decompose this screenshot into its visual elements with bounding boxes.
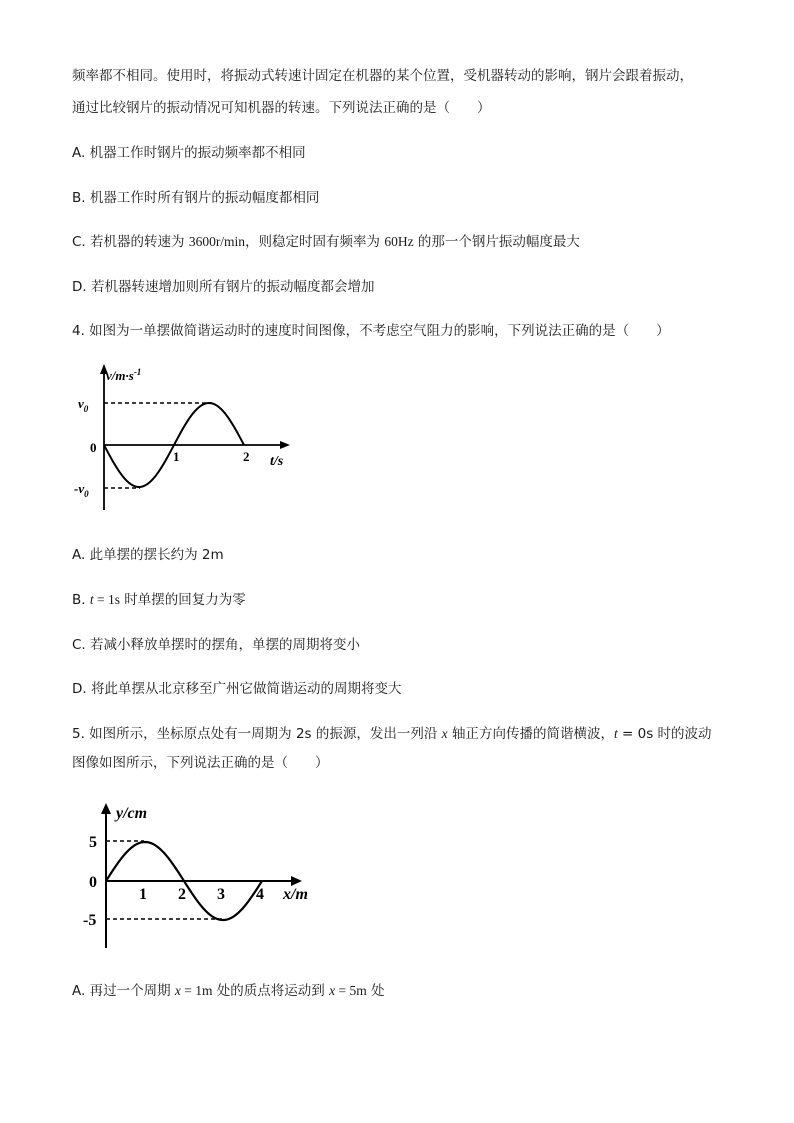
q5-tick-4: 4 bbox=[256, 886, 264, 903]
q5-y-axis-arrow bbox=[101, 803, 111, 814]
q4-option-b-t: t bbox=[89, 592, 94, 607]
q3-stem-line1: 频率都不相同。使用时，将振动式转速计固定在机器的某个位置，受机器转动的影响，钢片会跟着振动， bbox=[72, 68, 693, 84]
q3-option-c-suffix: 的那一个钢片振动幅度最大 bbox=[413, 234, 580, 250]
q4-x-axis-arrow bbox=[280, 441, 290, 449]
q4-option-b-suffix: 时单摆的回复力为零 bbox=[120, 592, 246, 608]
q4-ymin-label: $-v_0$ bbox=[74, 481, 89, 499]
q3-option-c-prefix: C. 若机器的转速为 bbox=[72, 234, 189, 250]
q5-stem-mid: 轴正方向传播的简谐横波， bbox=[447, 726, 614, 742]
q5-option-a-eq1: = 1m bbox=[180, 983, 213, 998]
q4-option-b-eq: = 1s bbox=[93, 592, 120, 607]
q3-option-a: A. 机器工作时钢片的振动频率都不相同 bbox=[72, 145, 306, 161]
q5-option-a-eq2: = 5m bbox=[335, 983, 367, 998]
q3-option-c bbox=[72, 232, 580, 252]
q4-origin-label: 0 bbox=[90, 440, 97, 455]
q4-velocity-time-graph bbox=[72, 360, 302, 520]
q4-option-c: C. 若减小释放单摆时的摆角，单摆的周期将变小 bbox=[72, 637, 361, 653]
q4-option-b bbox=[72, 590, 246, 610]
q4-tick-1: 1 bbox=[173, 449, 180, 464]
q4-stem: 4. 如图为一单摆做简谐运动时的速度时间图像，不考虑空气阻力的影响，下列说法正确的是（ ） bbox=[72, 323, 670, 339]
q5-option-a-mid: 处的质点将运动到 bbox=[212, 983, 330, 999]
q5-tick-2: 2 bbox=[178, 886, 186, 903]
q5-x-axis-label: x/m bbox=[283, 886, 308, 903]
q5-tick-1: 1 bbox=[139, 886, 147, 903]
q5-x-axis-arrow bbox=[291, 876, 302, 886]
q5-option-a-x1: x bbox=[174, 983, 181, 998]
q5-ymin-label: -5 bbox=[83, 912, 97, 929]
q5-stem-line1 bbox=[72, 724, 712, 744]
q4-option-a: A. 此单摆的摆长约为 2m bbox=[72, 547, 224, 563]
q5-option-a-x2: x bbox=[329, 983, 336, 998]
q5-option-a-suffix: 处 bbox=[366, 983, 385, 999]
q5-stem-x: x bbox=[441, 726, 448, 741]
q4-tick-2: 2 bbox=[243, 449, 250, 464]
q5-origin-label: 0 bbox=[89, 874, 97, 891]
q4-option-d: D. 将此单摆从北京移至广州它做简谐运动的周期将变大 bbox=[72, 681, 402, 697]
q5-tick-3: 3 bbox=[217, 886, 225, 903]
q5-y-axis-label: y/cm bbox=[116, 805, 148, 822]
q5-option-a-prefix: A. 再过一个周期 bbox=[72, 983, 175, 999]
q3-option-c-mid: ，则稳定时固有频率为 bbox=[245, 234, 385, 250]
q5-wave-graph bbox=[74, 798, 324, 958]
q5-ymax-label: 5 bbox=[89, 834, 97, 851]
q5-stem-line2: 图像如图所示，下列说法正确的是（ ） bbox=[72, 755, 329, 771]
q4-ymax-label: $v_0$ bbox=[78, 396, 89, 414]
q5-stem-t: t bbox=[613, 726, 618, 741]
q5-option-a bbox=[72, 981, 385, 1001]
q5-stem-prefix: 5. 如图所示，坐标原点处有一周期为 2s 的振源，发出一列沿 bbox=[72, 726, 442, 742]
q4-x-axis-label: t/s bbox=[270, 454, 284, 469]
q3-option-c-value: 3600r/min bbox=[188, 234, 246, 249]
q3-option-d: D. 若机器转速增加则所有钢片的振动幅度都会增加 bbox=[72, 279, 375, 295]
q4-option-b-prefix: B. bbox=[72, 592, 90, 608]
q5-stem-suffix: = 0s 时的波动 bbox=[617, 726, 712, 742]
q4-y-axis-label: $v/m\cdot s^{-1}$ bbox=[106, 367, 142, 383]
q3-option-b: B. 机器工作时所有钢片的振动幅度都相同 bbox=[72, 190, 320, 206]
q3-stem-line2: 通过比较钢片的振动情况可知机器的转速。下列说法正确的是（ ） bbox=[72, 100, 491, 116]
q3-option-c-freq: 60Hz bbox=[384, 234, 414, 249]
